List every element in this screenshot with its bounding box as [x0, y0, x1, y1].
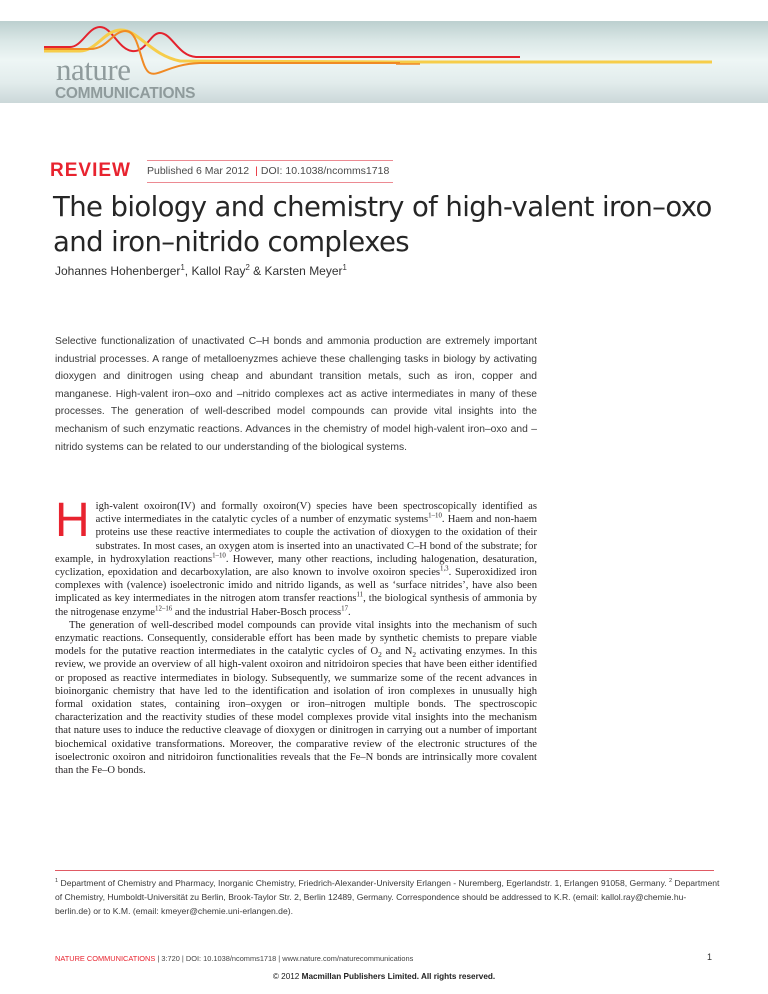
logo-communications-word: COMMUNICATIONS — [55, 85, 196, 102]
drop-cap: H — [55, 494, 90, 547]
article-body — [55, 494, 537, 777]
page-footer — [55, 954, 715, 963]
affiliation-marker: 1 — [55, 878, 59, 885]
abstract: Selective functionalization of unactivated C–H bonds and ammonia production are extremely important industrial processes. A range of metalloenyzmes achieve these challenging tasks in biology by activating dioxygen and dinitrogen using cheap and abundant transition metals, such as iron, copper and manganese. High-valent iron–oxo and –nitrido complexes act as active intermediates in many of these processes. The generation of well-described model compounds can provide vital insights into the mechanism of such enzymatic reactions. Advances in the chemistry of model high-valent iron–oxo and –nitrido systems can be related to our understanding of the biological systems. — [55, 336, 537, 453]
affiliation-text: Department of Chemistry and Pharmacy, Inorganic Chemistry, Friedrich-Alexander-University Erlangen - Nuremberg, Egerlandstr. 1, Erlangen 91058, Germany. — [58, 878, 669, 888]
author-name[interactable]: Karsten Meyer — [264, 264, 343, 278]
copyright-notice — [0, 972, 768, 981]
published-date: Published 6 Mar 2012 — [147, 165, 250, 177]
title-line-1: The biology and chemistry of high-valent iron–oxo — [53, 191, 712, 223]
title-line-2: and iron–nitrido complexes — [53, 226, 409, 258]
body-text-run: igh-valent oxoiron(IV) and formally oxoiron(V) species have been spectroscopically identified as active intermediates in the catalytic cycles of a number of enzymatic systems — [95, 501, 537, 526]
reference-citation[interactable]: 1–10 — [428, 512, 442, 520]
body-text-run: . Haem and non-haem proteins use these reactive intermediates to couple the activation of dioxygen to the oxidation of their substrates. In most cases, an oxygen atom is inserted into an unactivated C–H bond of the substrate; for example, in hydroxylation reactions — [55, 514, 537, 565]
body-text-run: and the industrial Haber-Bosch process — [172, 606, 342, 618]
author-affiliation-marker: 1 — [342, 263, 347, 272]
author-name[interactable]: Kallol Ray — [191, 264, 246, 278]
copyright-holder: Macmillan Publishers Limited. All rights reserved. — [301, 972, 496, 981]
body-text-run: and N — [381, 646, 413, 658]
article-meta-row — [50, 158, 410, 184]
affiliation-marker: 2 — [669, 878, 673, 885]
body-paragraph-2 — [55, 619, 537, 777]
body-paragraph-1 — [55, 494, 537, 619]
reference-citation[interactable]: 17 — [341, 605, 349, 613]
author-name[interactable]: Johannes Hohenberger — [55, 264, 181, 278]
author-list — [55, 264, 347, 278]
body-text-run: . However, many other reactions, including halogenation, desaturation, cyclization, epoxidation and decarboxylation, are also known to involve oxoiron species — [55, 553, 537, 579]
author-separator: & — [249, 264, 265, 278]
body-text-run: activating enzymes. In this review, we provide an overview of all high-valent oxoiron and nitridoiron species that have been either identified or proposed as reactive intermediates in biology. Subsequently, we summarize some of the recent advances in bioinorganic chemistry that have led to the identification and isolation of iron complexes in unusually high formal oxidation states, containing iron–oxygen or iron–nitrogen multiple bonds. The spectroscopic characterization and the reactivity studies of these model complexes provide vital insights into the mechanism that nature uses to induce the reductive cleavage of dioxygen or dinitrogen in carrying out a number of important biochemical oxidative transformations. Moreover, the comparative review of the electronic structures of the isoelectronic oxoiron and nitridoiron functionalities reveals that the Fe–N bonds are intrinsically more covalent than the Fe–O bonds. — [55, 646, 537, 777]
article-type-label: REVIEW — [50, 160, 131, 181]
journal-masthead — [0, 21, 768, 103]
logo-nature-word: nature — [56, 52, 131, 87]
reference-citation[interactable]: 11 — [356, 591, 364, 599]
reference-citation[interactable]: 1–10 — [212, 552, 226, 560]
reference-citation[interactable]: 1,3 — [440, 565, 449, 573]
article-title — [53, 190, 753, 260]
subscript: 2 — [412, 650, 417, 660]
affiliation-footnote — [55, 876, 720, 918]
footnote-divider — [55, 870, 714, 871]
footer-citation: | 3:720 | DOI: 10.1038/ncomms1718 | www.nature.com/naturecommunications — [155, 954, 414, 963]
author-separator: , — [184, 264, 192, 278]
copyright-year: © 2012 — [272, 972, 302, 981]
body-text-run: The generation of well-described model compounds can provide vital insights into the mechanism of such enzymatic reactions. Consequently, considerable effort has been made by synthetic chemists to prepare viable models for the putative reaction intermediates in the catalytic cycles of O — [55, 619, 537, 658]
reference-citation[interactable]: 12–16 — [155, 605, 173, 613]
footer-journal-name: NATURE COMMUNICATIONS — [55, 954, 156, 963]
body-text-run: . Superoxidized iron complexes with (valence) isoelectronic imido and nitrido ligands, as well as ‘surface nitrides’, have also been implicated as key intermediates in the nitrogen atom transfer reactions — [55, 567, 537, 605]
affiliation-text: Department of Chemistry, Humboldt-Universität zu Berlin, Brook-Taylor Str. 2, Berlin 12489, Germany. Correspondence should be addressed to K.R. (email: kallol.ray@chemie.hu-berlin.de) or to K.M. (email: kmeyer@chemie.uni-erlangen.de). — [55, 878, 720, 916]
doi-link[interactable]: DOI: 10.1038/ncomms1718 — [260, 165, 390, 177]
publication-info — [147, 160, 393, 183]
body-text-run: . — [348, 606, 351, 618]
subscript: 2 — [378, 650, 382, 660]
author-affiliation-marker: 2 — [245, 263, 250, 272]
body-text-run: , the biological synthesis of ammonia by the nitrogenase enzyme — [55, 593, 537, 618]
author-affiliation-marker: 1 — [180, 263, 185, 272]
page-number: 1 — [707, 952, 713, 962]
meta-separator: | — [255, 165, 258, 177]
